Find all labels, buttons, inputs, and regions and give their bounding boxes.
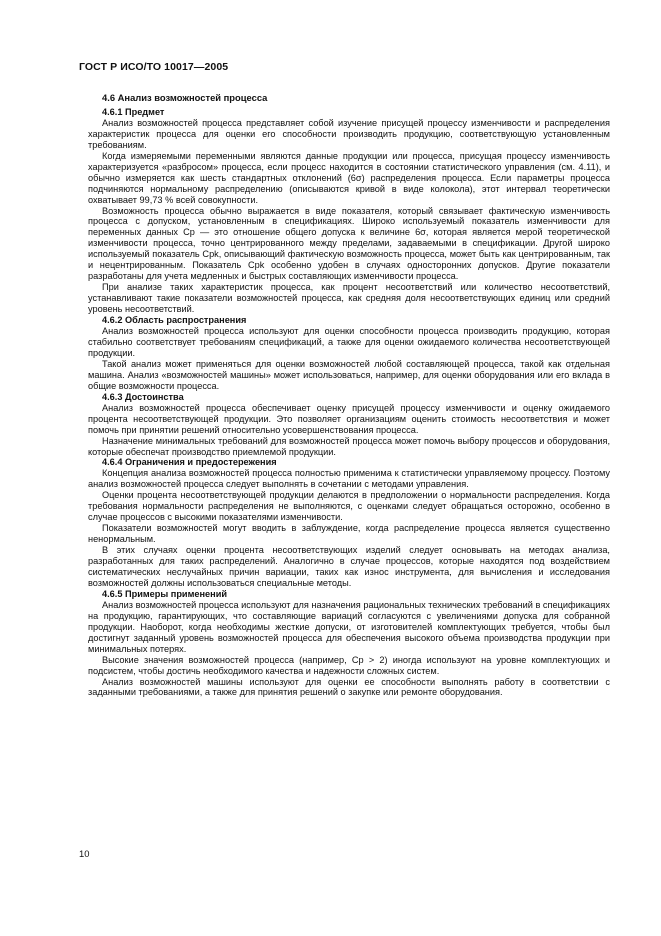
paragraph: Когда измеряемыми переменными являются данные продукции или процесса, присущая процессу изменчивость характеризуется «разбросом» процесса, если процесс находится в состоянии статистического управления (см. 4.11), и обычно измеряется как шесть стандартных отклонений (6σ) распределения процесса. Если параметры процесса подчиняются нормальному распределению (описываются кривой в виде колокола), этот интервал теоретически охватывает 99,73 % всей совокупности. [88, 150, 610, 205]
paragraph: Показатели возможностей могут вводить в заблуждение, когда распределение процесса является существенно ненормальным. [88, 523, 610, 545]
paragraph: Возможность процесса обычно выражается в виде показателя, который связывает фактическую изменчивость процесса с допуском, установленным в спецификациях. Широко используемый показатель изменчивости для переменных данных Cp — это отношение общего допуска к величине 6σ, которая является мерой теоретической изменчивости процесса, точно центрированного между пределами, задаваемыми в спецификации. Другой широко используемый показатель Cpk, описывающий фактическую возможность процесса, может быть как центрированным, так и нецентрированным. Показатель Cpk особенно удобен в случаях односторонних допусков. Другие показатели разработаны для учета медленных и быстрых составляющих изменчивости процесса. [88, 205, 610, 282]
subsection-title: 4.6.4 Ограничения и предостережения [102, 457, 277, 468]
paragraph: Концепция анализа возможностей процесса полностью применима к статистически управляемому процессу. Поэтому анализ возможностей процесса следует выполнять в сочетании с методами управления. [88, 468, 610, 490]
paragraph: Оценки процента несоответствующей продукции делаются в предположении о нормальности распределения. Когда требования нормальности распределения не выполняются, с оценками следует обращаться осторожно, особенно в случае процессов с высокими показателями изменчивости. [88, 490, 610, 523]
page-number: 10 [79, 848, 90, 859]
paragraph: Анализ возможностей процесса обеспечивает оценку присущей процессу изменчивости и оценку ожидаемого процента несоответствующей продукции. Это позволяет организациям оценить стоимость несоответствия и может помочь при принятии решений относительно усовершенствования процесса. [88, 402, 610, 435]
subsection-title: 4.6.2 Область распространения [102, 315, 247, 326]
paragraph: При анализе таких характеристик процесса, как процент несоответствий или количество несоответствий, устанавливают такие показатели возможностей процесса, как средняя доля несоответствующих единиц или средний уровень несоответствий. [88, 282, 610, 315]
paragraph: В этих случаях оценки процента несоответствующих изделий следует основывать на методах анализа, разработанных для таких распределений. Аналогично в случае процессов, которые находятся под воздействием систематических неслучайных причин вариации, таких как износ инструмента, для вычисления и исследования возможностей должны использоваться специальные методы. [88, 545, 610, 588]
paragraph: Анализ возможностей процесса представляет собой изучение присущей процессу изменчивости и распределения характеристик процесса для оценки его способности производить продукцию, соответствующую установленным требованиям. [88, 117, 610, 150]
subsection-title: 4.6.5 Примеры применений [102, 588, 227, 599]
subsection-title: 4.6.3 Достоинства [102, 391, 184, 402]
document-body [88, 93, 610, 698]
subsection-title: 4.6.1 Предмет [102, 106, 165, 117]
section-title: 4.6 Анализ возможностей процесса [102, 92, 268, 103]
paragraph: Анализ возможностей процесса используют для оценки способности процесса производить продукцию, которая стабильно соответствует требованиям спецификаций, а также для оценки ожидаемого количества несоответствующей продукции. [88, 326, 610, 358]
document-header: ГОСТ Р ИСО/ТО 10017—2005 [79, 61, 229, 73]
paragraph: Назначение минимальных требований для возможностей процесса может помочь выбору процессов и оборудования, которые обеспечат производство приемлемой продукции. [88, 435, 610, 457]
paragraph: Анализ возможностей машины используют для оценки ее способности выполнять работу в соответствии с заданными требованиями, а также для принятия решений о закупке или ремонте оборудования. [88, 676, 610, 698]
paragraph: Анализ возможностей процесса используют для назначения рациональных технических требований в спецификациях на продукцию, гарантирующих, что составляющие вариаций согласуются с увеличениями допуска для собранной продукции. Наоборот, когда необходимы жесткие допуски, от изготовителей комплектующих требуется, чтобы был достигнут заданный уровень возможностей процесса для обеспечения высокого объема производства продукции при минимальных потерях. [88, 599, 610, 654]
paragraph: Высокие значения возможностей процесса (например, Cp > 2) иногда используют на уровне комплектующих и подсистем, чтобы достичь необходимого качества и надежности сложных систем. [88, 654, 610, 676]
paragraph: Такой анализ может применяться для оценки возможностей любой составляющей процесса, такой как отдельная машина. Анализ «возможностей машины» может использоваться, например, для оценки оборудования или его вклада в общие возможности процесса. [88, 358, 610, 391]
